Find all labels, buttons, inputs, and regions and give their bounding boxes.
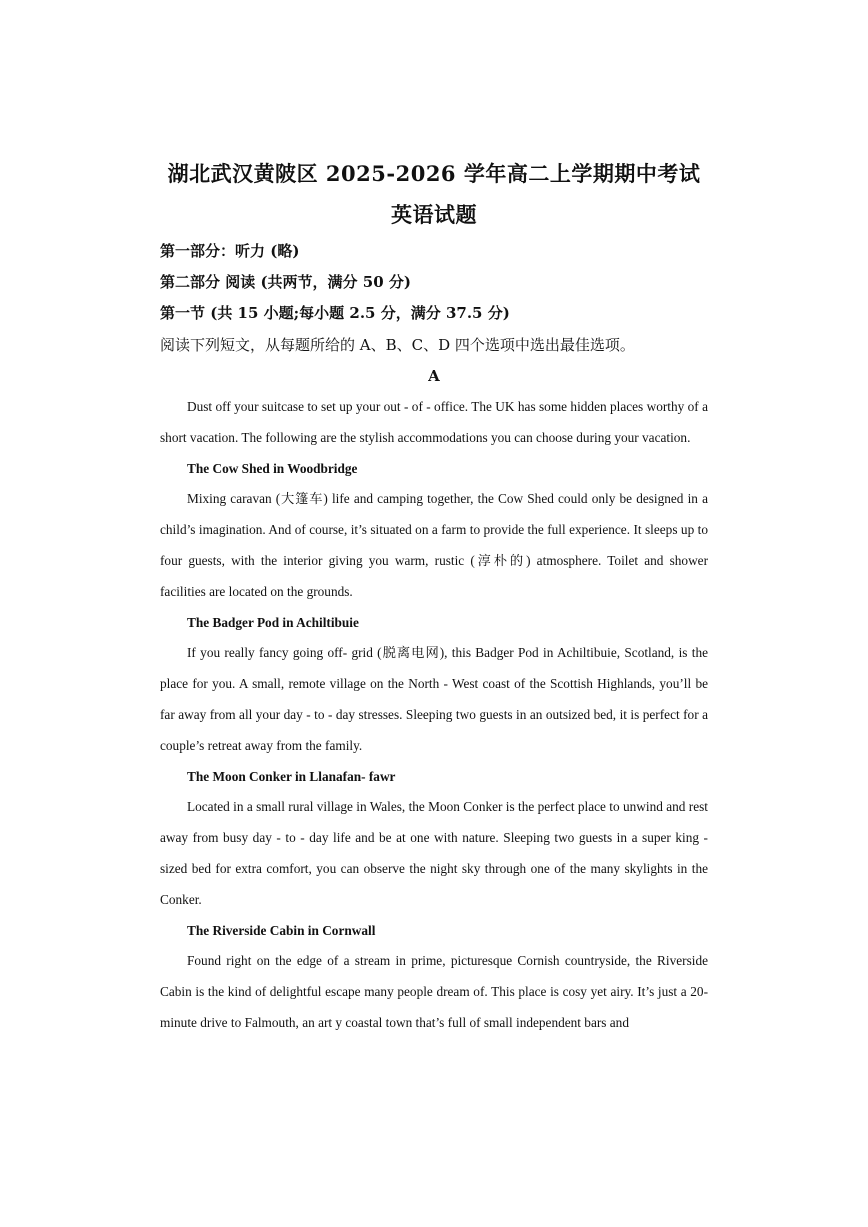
exam-subtitle: 英语试题 — [391, 202, 477, 227]
section-heading: The Riverside Cabin in Cornwall — [187, 922, 376, 938]
reading-instruction: 阅读下列短文，从每题所给的 A、B、C、D 四个选项中选出最佳选项。 — [160, 336, 635, 354]
passage-intro: Dust off your suitcase to set up your out - of - office. The UK has some hidden places worthy of a short vacation. The following are the stylish accommodations you can choose during your vacation. — [160, 399, 708, 445]
section-one-info: 第一节 (共 15 小题;每小题 2.5 分，满分 37.5 分) — [160, 304, 510, 322]
section-heading: The Badger Pod in Achiltibuie — [187, 614, 359, 630]
section-paragraph: Found right on the edge of a stream in prime, picturesque Cornish countryside, the Riverside Cabin is the kind of delightful escape many people dream of. This place is cosy yet airy. It’s just a 20- minute drive to Falmouth, an art y coastal town that’s full of small independent bars and — [160, 953, 708, 1030]
exam-title: 湖北武汉黄陂区 2025-2026 学年高二上学期期中考试 — [167, 161, 701, 186]
section-paragraph: If you really fancy going off- grid (脱离电网), this Badger Pod in Achiltibuie, Scotland, is the place for you. A small, remote village on the North - West coast of the Scottish Highlands, you’ll be far away from all your day - to - day stresses. Sleeping two guests in an outsized bed, it is perfect for a couple’s retreat away from the family. — [160, 645, 708, 753]
section-paragraph: Mixing caravan (大篷车) life and camping together, the Cow Shed could only be designed in a child’s imagination. And of course, it’s situated on a farm to provide the full experience. It sleeps up to four guests, with the interior giving you warm, rustic (淳朴的) atmosphere. Toilet and shower facilities are located on the grounds. — [160, 491, 708, 599]
passage-body — [160, 392, 708, 1039]
section-heading: The Moon Conker in Llanafan- fawr — [187, 768, 396, 784]
passage-letter: A — [428, 367, 440, 385]
section-heading: The Cow Shed in Woodbridge — [187, 460, 358, 476]
section-part-one: 第一部分：听力 (略) — [160, 242, 300, 260]
section-part-two: 第二部分 阅读 (共两节，满分 50 分) — [160, 273, 411, 291]
section-paragraph: Located in a small rural village in Wales, the Moon Conker is the perfect place to unwind and rest away from busy day - to - day life and be at one with nature. Sleeping two guests in a super king - sized bed for extra comfort, you can observe the night sky through one of the many skylights in the Conker. — [160, 799, 708, 907]
